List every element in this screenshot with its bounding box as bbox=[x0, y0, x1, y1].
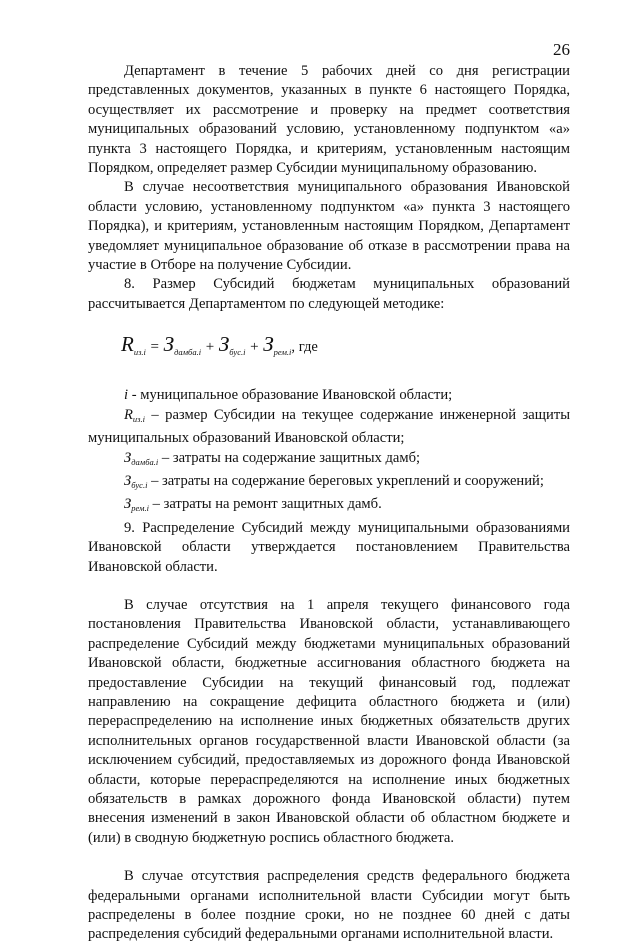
paragraph-refusal: В случае несоответствия муниципального образования Ивановской области условию, установленному подпунктом «а» пункта 3 настоящего Порядка), и критериям, установленным настоящим Порядком, Департамент уведомляет муниципальное образование об отказе в рассмотрении права на участие в Отборе на получение Субсидии. bbox=[88, 179, 570, 274]
definition-z1-text: – затраты на содержание защитных дамб; bbox=[158, 449, 421, 466]
definition-i bbox=[88, 386, 570, 405]
definition-r bbox=[88, 406, 570, 449]
definition-z2-symbol: З bbox=[124, 472, 132, 489]
definition-z-repair bbox=[88, 495, 570, 518]
definition-z3-subscript: рем.i bbox=[131, 503, 149, 514]
formula-z3-subscript: рем.i bbox=[273, 347, 292, 358]
definition-z3-symbol: З bbox=[124, 496, 132, 513]
definition-z2-text: – затраты на содержание береговых укреплений и сооружений; bbox=[147, 472, 544, 489]
definition-z1-subscript: дамба.i bbox=[131, 456, 159, 467]
formula-tail: , где bbox=[291, 339, 318, 356]
formula-equals: = bbox=[150, 339, 160, 356]
paragraph-item-8: 8. Размер Субсидий бюджетам муниципальных образований рассчитывается Департаментом по следующей методике: bbox=[88, 276, 570, 312]
formula-z1-subscript: дамба.i bbox=[174, 347, 202, 358]
definition-z-shore bbox=[88, 472, 570, 495]
formula-plus-2: + bbox=[250, 339, 259, 356]
definition-z2-subscript: бус.i bbox=[131, 479, 148, 490]
formula-r-symbol: R bbox=[121, 332, 134, 357]
formula-plus-1: + bbox=[205, 339, 215, 356]
formula-z1-symbol: З bbox=[163, 332, 175, 357]
paragraph-review-procedure: Департамент в течение 5 рабочих дней со дня регистрации представленных документов, указанных в пункте 6 настоящего Порядка, осуществляет их рассмотрение и проверку на предмет соответствия муниципальных образований условию, установленному подпунктом «а» пункта 3 настоящего Порядка, и критериям, установленным настоящим Порядком, определяет размер Субсидии муниципальному образованию. bbox=[88, 63, 570, 177]
definition-i-text: - муниципальное образование Ивановской области; bbox=[128, 387, 453, 404]
definition-z1-symbol: З bbox=[124, 449, 132, 466]
definition-z-dam bbox=[88, 449, 570, 472]
definition-r-subscript: из.i bbox=[132, 413, 145, 424]
definition-r-text: – размер Субсидии на текущее содержание инженерной защиты муниципальных образований Ивановской области; bbox=[88, 406, 570, 447]
formula-z3-symbol: З bbox=[263, 332, 274, 357]
definition-r-symbol: R bbox=[124, 406, 133, 423]
paragraph-no-resolution: В случае отсутствия на 1 апреля текущего финансового года постановления Правительства Ивановской области, устанавливающего распределение Субсидий между бюджетами муниципальных образований Ивановской области, бюджетные ассигнования областного бюджета на предоставление Субсидии на текущий финансовый год, подлежат направлению на сокращение дефицита областного бюджета и (или) перераспределению на исполнение иных бюджетных обязательств других исполнительных органов государственной власти Ивановской области (за исключением субсидий, предоставляемых из дорожного фонда Ивановской области, которые перераспределяются на исполнение иных бюджетных обязательств в рамках дорожного фонда Ивановской области) путем внесения изменений в закон Ивановской области об областном бюджете и (или) в сводную бюджетную роспись областного бюджета. bbox=[88, 596, 570, 846]
formula-z2-symbol: З bbox=[218, 332, 230, 357]
definition-i-symbol: i bbox=[124, 387, 129, 404]
paragraph-item-9: 9. Распределение Субсидий между муниципальными образованиями Ивановской области утверждается постановлением Правительства Ивановской области. bbox=[88, 519, 570, 575]
formula-z2-subscript: бус.i bbox=[229, 347, 246, 358]
paragraph-federal-distribution: В случае отсутствия распределения средств федерального бюджета федеральными органами исполнительной власти Субсидии могут быть распределены в более поздние сроки, но не позднее 60 дней с даты распределения субсидий федеральными органами исполнительной власти. bbox=[88, 868, 570, 943]
definition-z3-text: – затраты на ремонт защитных дамб. bbox=[148, 496, 382, 513]
page-number: 26 bbox=[553, 40, 570, 59]
formula-r-subscript: из.i bbox=[133, 347, 146, 358]
subsidy-formula bbox=[121, 332, 570, 364]
document-body bbox=[88, 62, 570, 945]
